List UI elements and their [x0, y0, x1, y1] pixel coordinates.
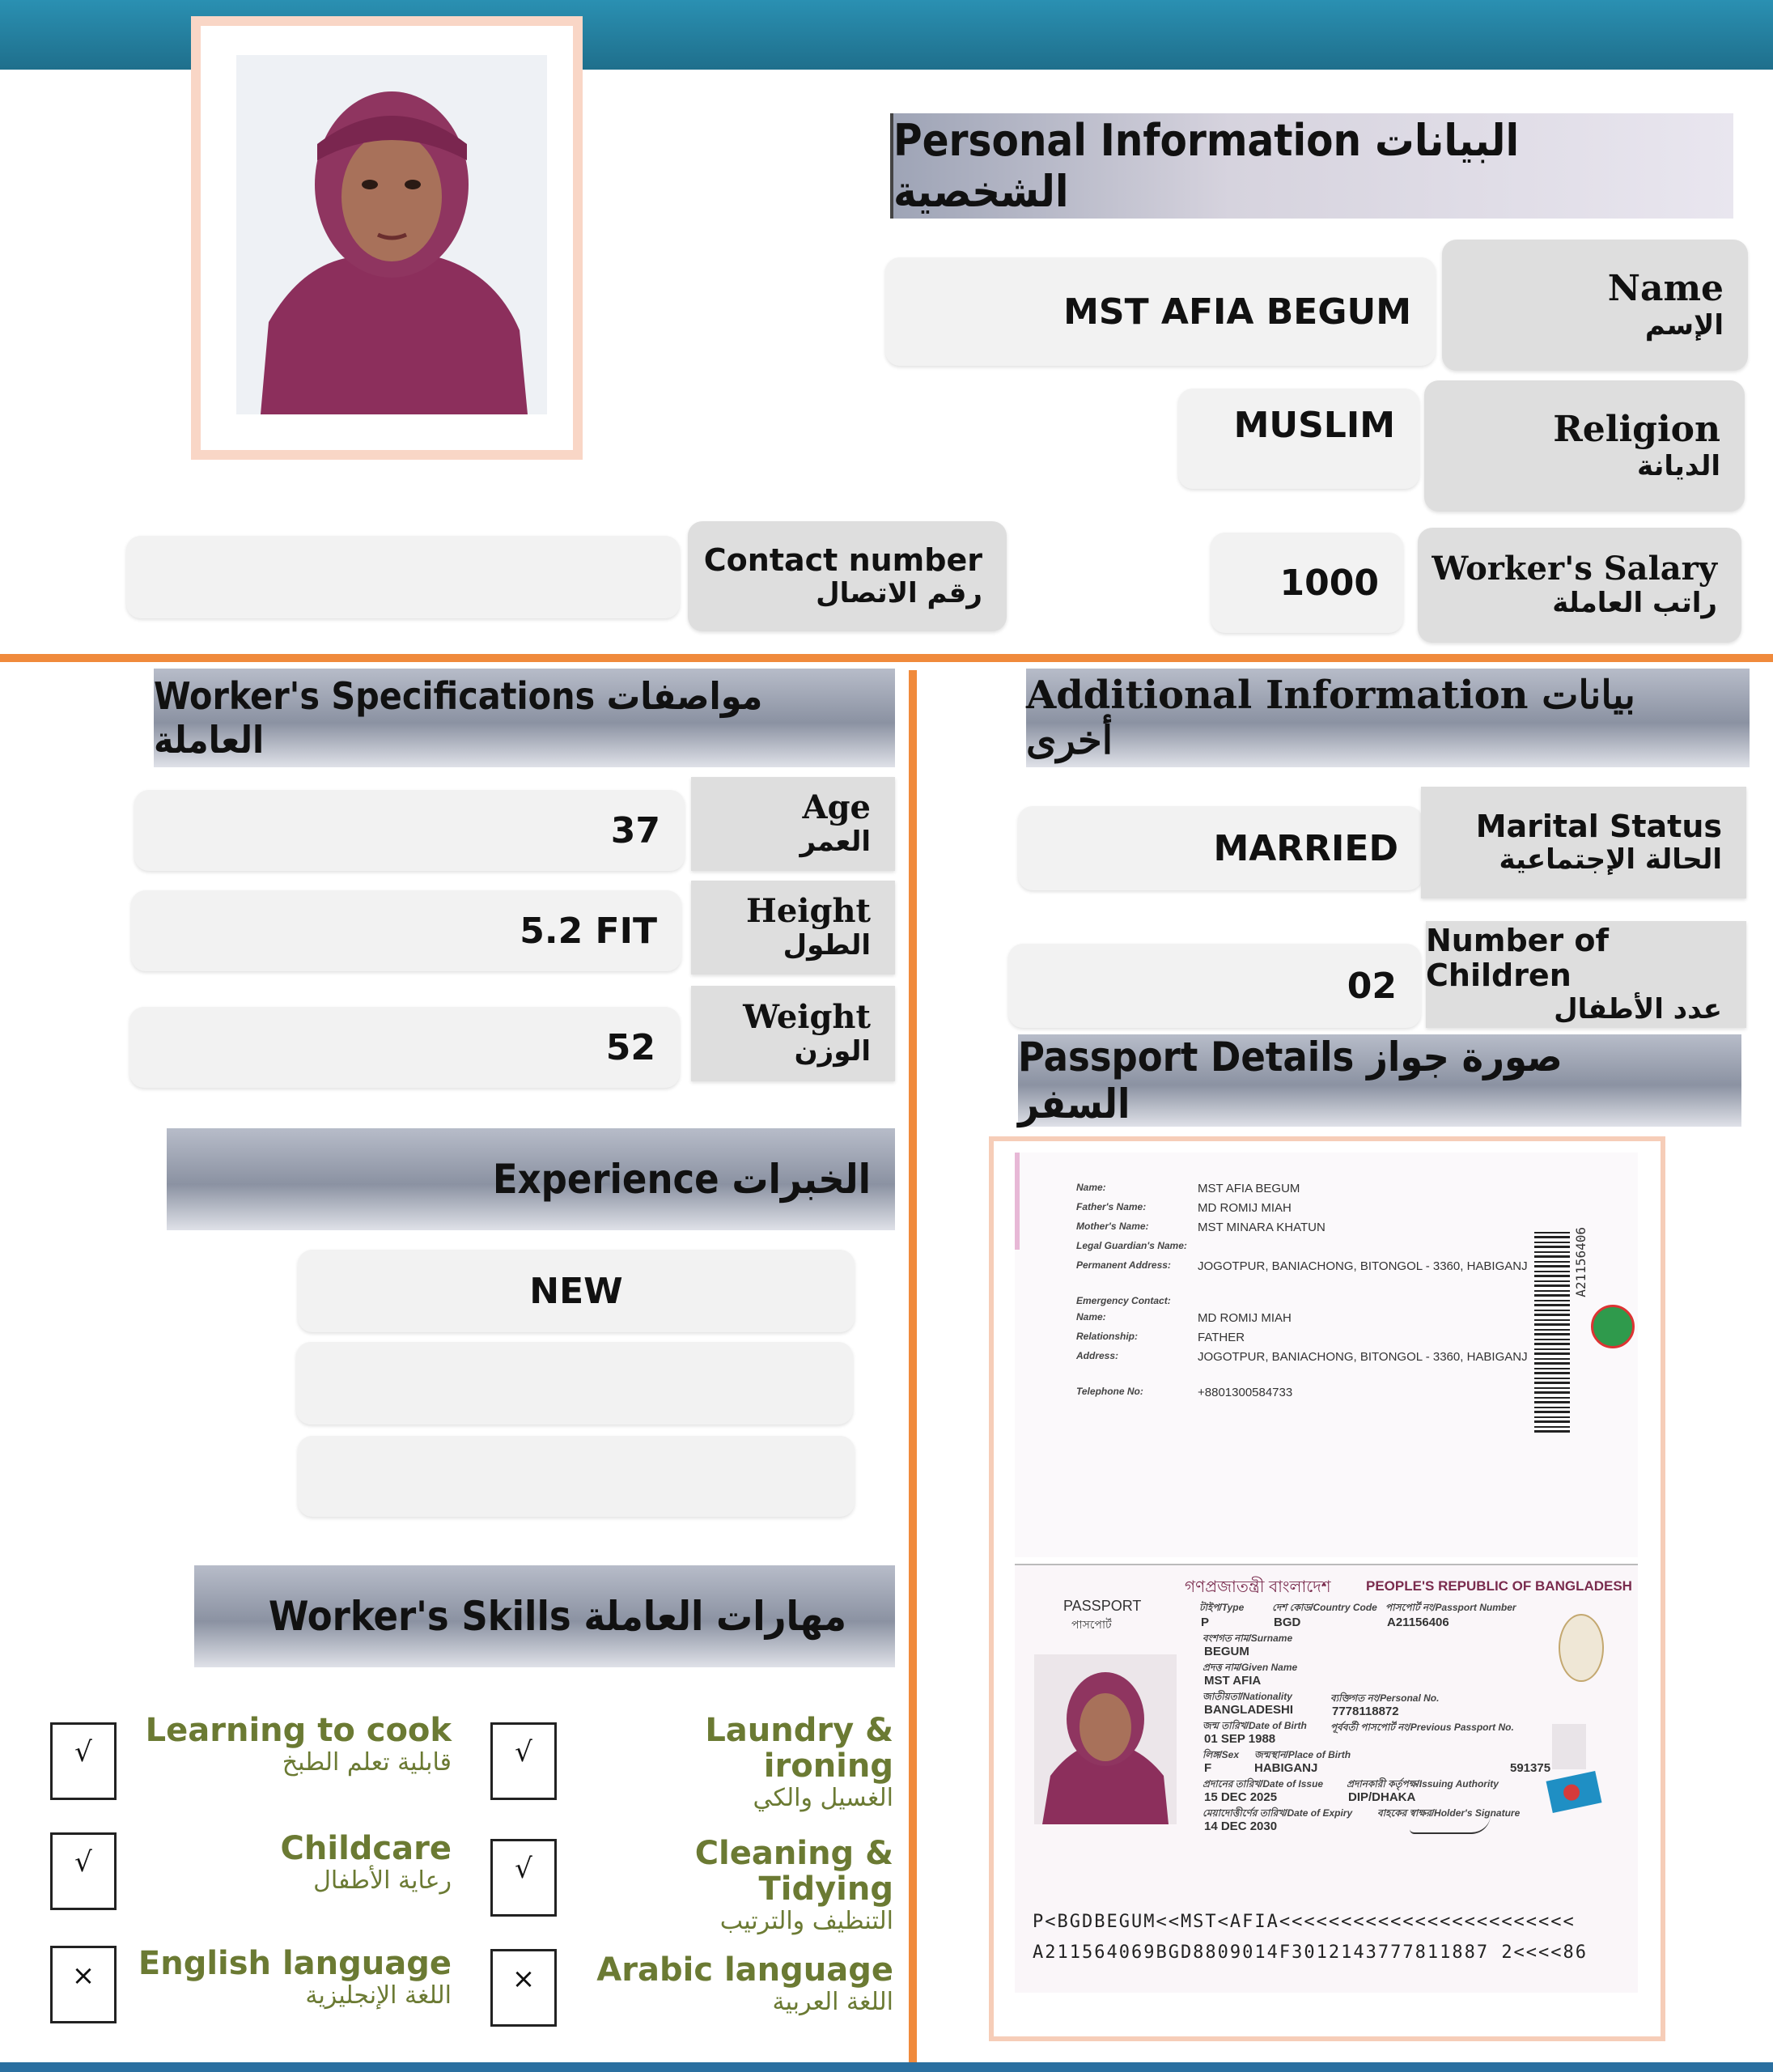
experience-header	[167, 1128, 895, 1230]
experience-header-text: Experience الخبرات	[492, 1156, 871, 1203]
info-value: MST MINARA KHATUN	[1198, 1221, 1326, 1234]
salary-label	[1418, 528, 1741, 643]
previous-passport-label: পূর্ববর্তী পাসপোর্ট নং/Previous Passport No.	[1330, 1722, 1514, 1733]
holder-signature-icon	[1410, 1815, 1491, 1834]
contact-label	[688, 521, 1007, 631]
religion-label	[1424, 380, 1745, 512]
skill-childcare-ar: رعاية الأطفال	[313, 1866, 452, 1895]
children-label-en: Number of Children	[1426, 922, 1610, 994]
surname-label: বংশগত নাম/Surname	[1203, 1633, 1293, 1644]
info-row	[1076, 1182, 1546, 1201]
height-value: 5.2 FIT	[131, 890, 681, 971]
skill-childcare-en: Childcare	[280, 1830, 452, 1867]
passport-image	[989, 1136, 1665, 2041]
info-row	[1076, 1221, 1546, 1240]
skill-english	[129, 1946, 452, 2010]
skills-header	[194, 1565, 895, 1667]
mrz-line-1: P<BGDBEGUM<<MST<AFIA<<<<<<<<<<<<<<<<<<<<<<<<	[1033, 1912, 1576, 1932]
personal-info-header	[890, 113, 1733, 219]
marital-label-ar: الحالة الإجتماعية	[1499, 843, 1722, 877]
page-divider	[1015, 1564, 1638, 1565]
passport-number-value: A21156406	[1387, 1616, 1449, 1629]
contact-label-en: Contact number	[703, 541, 982, 578]
passport-header-text: Passport Details صورة جواز السفر	[1018, 1034, 1563, 1127]
marital-label	[1421, 787, 1746, 898]
additional-header-text: Additional Information بيانات أخرى	[1026, 673, 1635, 763]
given-name-value: MST AFIA	[1204, 1674, 1262, 1688]
holder-signature-label: বাহকের স্বাক্ষর/Holder's Signature	[1377, 1807, 1521, 1819]
sex-value: F	[1204, 1761, 1212, 1775]
info-value: JOGOTPUR, BANIACHONG, BITONGOL - 3360, HABIGANJ	[1198, 1259, 1528, 1273]
age-label-ar: العمر	[800, 826, 871, 859]
info-row	[1076, 1386, 1546, 1405]
info-row	[1076, 1240, 1546, 1259]
skills-header-text: Worker's Skills مهارات العاملة	[268, 1593, 846, 1640]
age-label	[691, 777, 895, 871]
skill-cook	[129, 1713, 452, 1777]
place-of-birth-value: HABIGANJ	[1254, 1761, 1318, 1775]
info-key: Relationship:	[1076, 1331, 1139, 1342]
height-label-en: Height	[746, 892, 871, 931]
info-value: FATHER	[1198, 1331, 1245, 1344]
issue-date-label: প্রদানের তারিখ/Date of Issue	[1203, 1778, 1324, 1790]
small-ghost-photo	[1552, 1724, 1586, 1769]
info-key: Telephone No:	[1076, 1386, 1143, 1397]
height-label	[691, 881, 895, 974]
dob-value: 01 SEP 1988	[1204, 1732, 1276, 1746]
orange-divider-vertical	[909, 670, 917, 2072]
specifications-header-text: Worker's Specifications مواصفات العاملة	[154, 674, 763, 762]
skill-arabic	[566, 1952, 893, 2017]
additional-header	[1026, 669, 1750, 767]
skill-laundry-checkbox[interactable]: √	[490, 1722, 557, 1800]
marital-label-en: Marital Status	[1475, 808, 1722, 844]
type-label: টাইপ/Type	[1199, 1602, 1245, 1613]
skill-cleaning-checkbox[interactable]: √	[490, 1839, 557, 1917]
country-code-label: দেশ কোড/Country Code	[1272, 1602, 1377, 1613]
passport-number-label: পাসপোর্ট নং/Passport Number	[1385, 1602, 1516, 1613]
skill-cleaning	[566, 1836, 893, 1936]
religion-label-ar: الديانة	[1637, 449, 1720, 482]
info-key: Emergency Contact:	[1076, 1295, 1171, 1306]
passport-word: PASSPORT	[1063, 1598, 1142, 1614]
skill-childcare-checkbox[interactable]: √	[50, 1832, 117, 1910]
nationality-label: জাতীয়তা/Nationality	[1203, 1691, 1292, 1702]
skill-arabic-en: Arabic language	[596, 1951, 893, 1989]
passport-word-bn: পাসপোর্ট	[1071, 1618, 1112, 1631]
nationality-value: BANGLADESHI	[1204, 1703, 1294, 1717]
skill-cleaning-en: Cleaning & Tidying	[694, 1835, 893, 1908]
issuing-authority-label: প্রদানকারী কর্তৃপক্ষ/Issuing Authority	[1347, 1778, 1499, 1790]
name-label	[1442, 240, 1748, 371]
orange-divider-horizontal	[0, 654, 1773, 662]
info-value: JOGOTPUR, BANIACHONG, BITONGOL - 3360, HABIGANJ	[1198, 1350, 1528, 1364]
bangladesh-flag-icon	[1546, 1771, 1602, 1813]
skill-english-ar: اللغة الإنجليزية	[305, 1981, 452, 2010]
skill-cook-en: Learning to cook	[145, 1712, 452, 1749]
personal-info-header-text: Personal Information البيانات الشخصية	[893, 115, 1520, 217]
dob-label: জন্ম তারিখ/Date of Birth	[1203, 1720, 1307, 1731]
country-en: PEOPLE'S REPUBLIC OF BANGLADESH	[1366, 1578, 1632, 1594]
type-value: P	[1201, 1616, 1210, 1629]
weight-label	[691, 986, 895, 1081]
age-value: 37	[134, 790, 685, 871]
country-bn: গণপ্রজাতন্ত্রী বাংলাদেশ	[1185, 1578, 1331, 1596]
info-row	[1076, 1259, 1546, 1295]
religion-value: MUSLIM	[1178, 388, 1419, 489]
info-key: Name:	[1076, 1311, 1106, 1323]
info-row	[1076, 1295, 1546, 1311]
specifications-header	[154, 669, 895, 767]
contact-value	[126, 536, 680, 618]
mrz-line-2: A211564069BGD8809014F3012143777811887 2<<<<86	[1033, 1942, 1588, 1963]
weight-label-ar: الوزن	[794, 1035, 871, 1068]
skill-childcare	[129, 1831, 452, 1896]
skill-cleaning-ar: التنظيف والترتيب	[719, 1907, 893, 1935]
weight-value: 52	[129, 1007, 680, 1088]
skill-cook-checkbox[interactable]: √	[50, 1722, 117, 1800]
info-row	[1076, 1350, 1546, 1386]
surname-value: BEGUM	[1204, 1645, 1249, 1658]
skill-laundry-en: Laundry & ironing	[705, 1712, 893, 1785]
children-label-ar: عدد الأطفال	[1554, 993, 1722, 1026]
issuing-authority-value: DIP/DHAKA	[1348, 1790, 1416, 1804]
skill-laundry-ar: الغسيل والكي	[753, 1784, 893, 1812]
info-key: Mother's Name:	[1076, 1221, 1149, 1232]
skill-arabic-checkbox[interactable]: ×	[490, 1949, 557, 2027]
skill-cook-ar: قابلية تعلم الطبخ	[282, 1748, 452, 1777]
personal-no-value: 7778118872	[1332, 1705, 1399, 1718]
info-row	[1076, 1201, 1546, 1221]
children-value: 02	[1008, 944, 1421, 1028]
marital-value: MARRIED	[1018, 806, 1423, 890]
country-code-value: BGD	[1274, 1616, 1301, 1629]
skill-arabic-ar: اللغة العربية	[772, 1988, 893, 2016]
info-key: Legal Guardian's Name:	[1076, 1240, 1187, 1251]
info-key: Name:	[1076, 1182, 1106, 1193]
place-of-birth-label: জন্মস্থান/Place of Birth	[1254, 1749, 1351, 1760]
info-value: MD ROMIJ MIAH	[1198, 1311, 1292, 1325]
worker-photo-frame	[191, 16, 583, 460]
passport-barcode	[1534, 1230, 1570, 1433]
passport-data-page	[1015, 1564, 1638, 1993]
barcode-number: A21156406	[1573, 1227, 1588, 1297]
issue-date-value: 15 DEC 2025	[1204, 1790, 1278, 1804]
passport-info-rows	[1076, 1182, 1546, 1405]
worker-photo	[236, 55, 547, 414]
given-name-label: প্রদত্ত নাম/Given Name	[1203, 1662, 1298, 1673]
name-label-en: Name	[1607, 268, 1724, 310]
height-label-ar: الطول	[783, 929, 871, 962]
passport-header	[1018, 1034, 1741, 1127]
bangladesh-seal-icon	[1591, 1305, 1635, 1348]
religion-label-en: Religion	[1553, 409, 1720, 451]
salary-value: 1000	[1211, 533, 1403, 633]
extra-number: 591375	[1510, 1761, 1551, 1775]
page-edge	[1015, 1153, 1020, 1250]
info-key: Permanent Address:	[1076, 1259, 1171, 1271]
info-row	[1076, 1331, 1546, 1350]
age-label-en: Age	[802, 788, 871, 827]
experience-row-1: NEW	[298, 1250, 855, 1332]
skill-english-checkbox[interactable]: ×	[50, 1946, 117, 2023]
info-key: Father's Name:	[1076, 1201, 1147, 1212]
name-value: MST AFIA BEGUM	[885, 257, 1436, 366]
passport-holder-photo	[1034, 1654, 1177, 1824]
name-label-ar: الإسم	[1644, 308, 1724, 342]
info-key: Address:	[1076, 1350, 1119, 1361]
expiry-date-label: মেয়াদোত্তীর্ণের তারিখ/Date of Expiry	[1203, 1807, 1353, 1819]
contact-label-ar: رقم الاتصال	[816, 577, 982, 610]
expiry-date-value: 14 DEC 2030	[1204, 1819, 1278, 1833]
children-label	[1426, 921, 1746, 1028]
experience-row-3	[298, 1436, 855, 1517]
ghost-image-icon	[1559, 1614, 1604, 1682]
skill-laundry	[566, 1713, 893, 1813]
personal-no-label: ব্যক্তিগত নং/Personal No.	[1330, 1692, 1440, 1704]
sex-label: লিঙ্গ/Sex	[1203, 1749, 1240, 1760]
info-value: +8801300584733	[1198, 1386, 1293, 1399]
info-row	[1076, 1311, 1546, 1331]
weight-label-en: Weight	[743, 998, 871, 1037]
experience-row-2	[296, 1342, 853, 1424]
info-value: MD ROMIJ MIAH	[1198, 1201, 1292, 1215]
salary-label-en: Worker's Salary	[1432, 550, 1717, 588]
info-value: MST AFIA BEGUM	[1198, 1182, 1300, 1195]
bottom-color-bar	[0, 2062, 1773, 2072]
passport-info-page	[1015, 1153, 1638, 1557]
skill-english-en: English language	[138, 1945, 452, 1982]
salary-label-ar: راتب العاملة	[1552, 587, 1717, 620]
